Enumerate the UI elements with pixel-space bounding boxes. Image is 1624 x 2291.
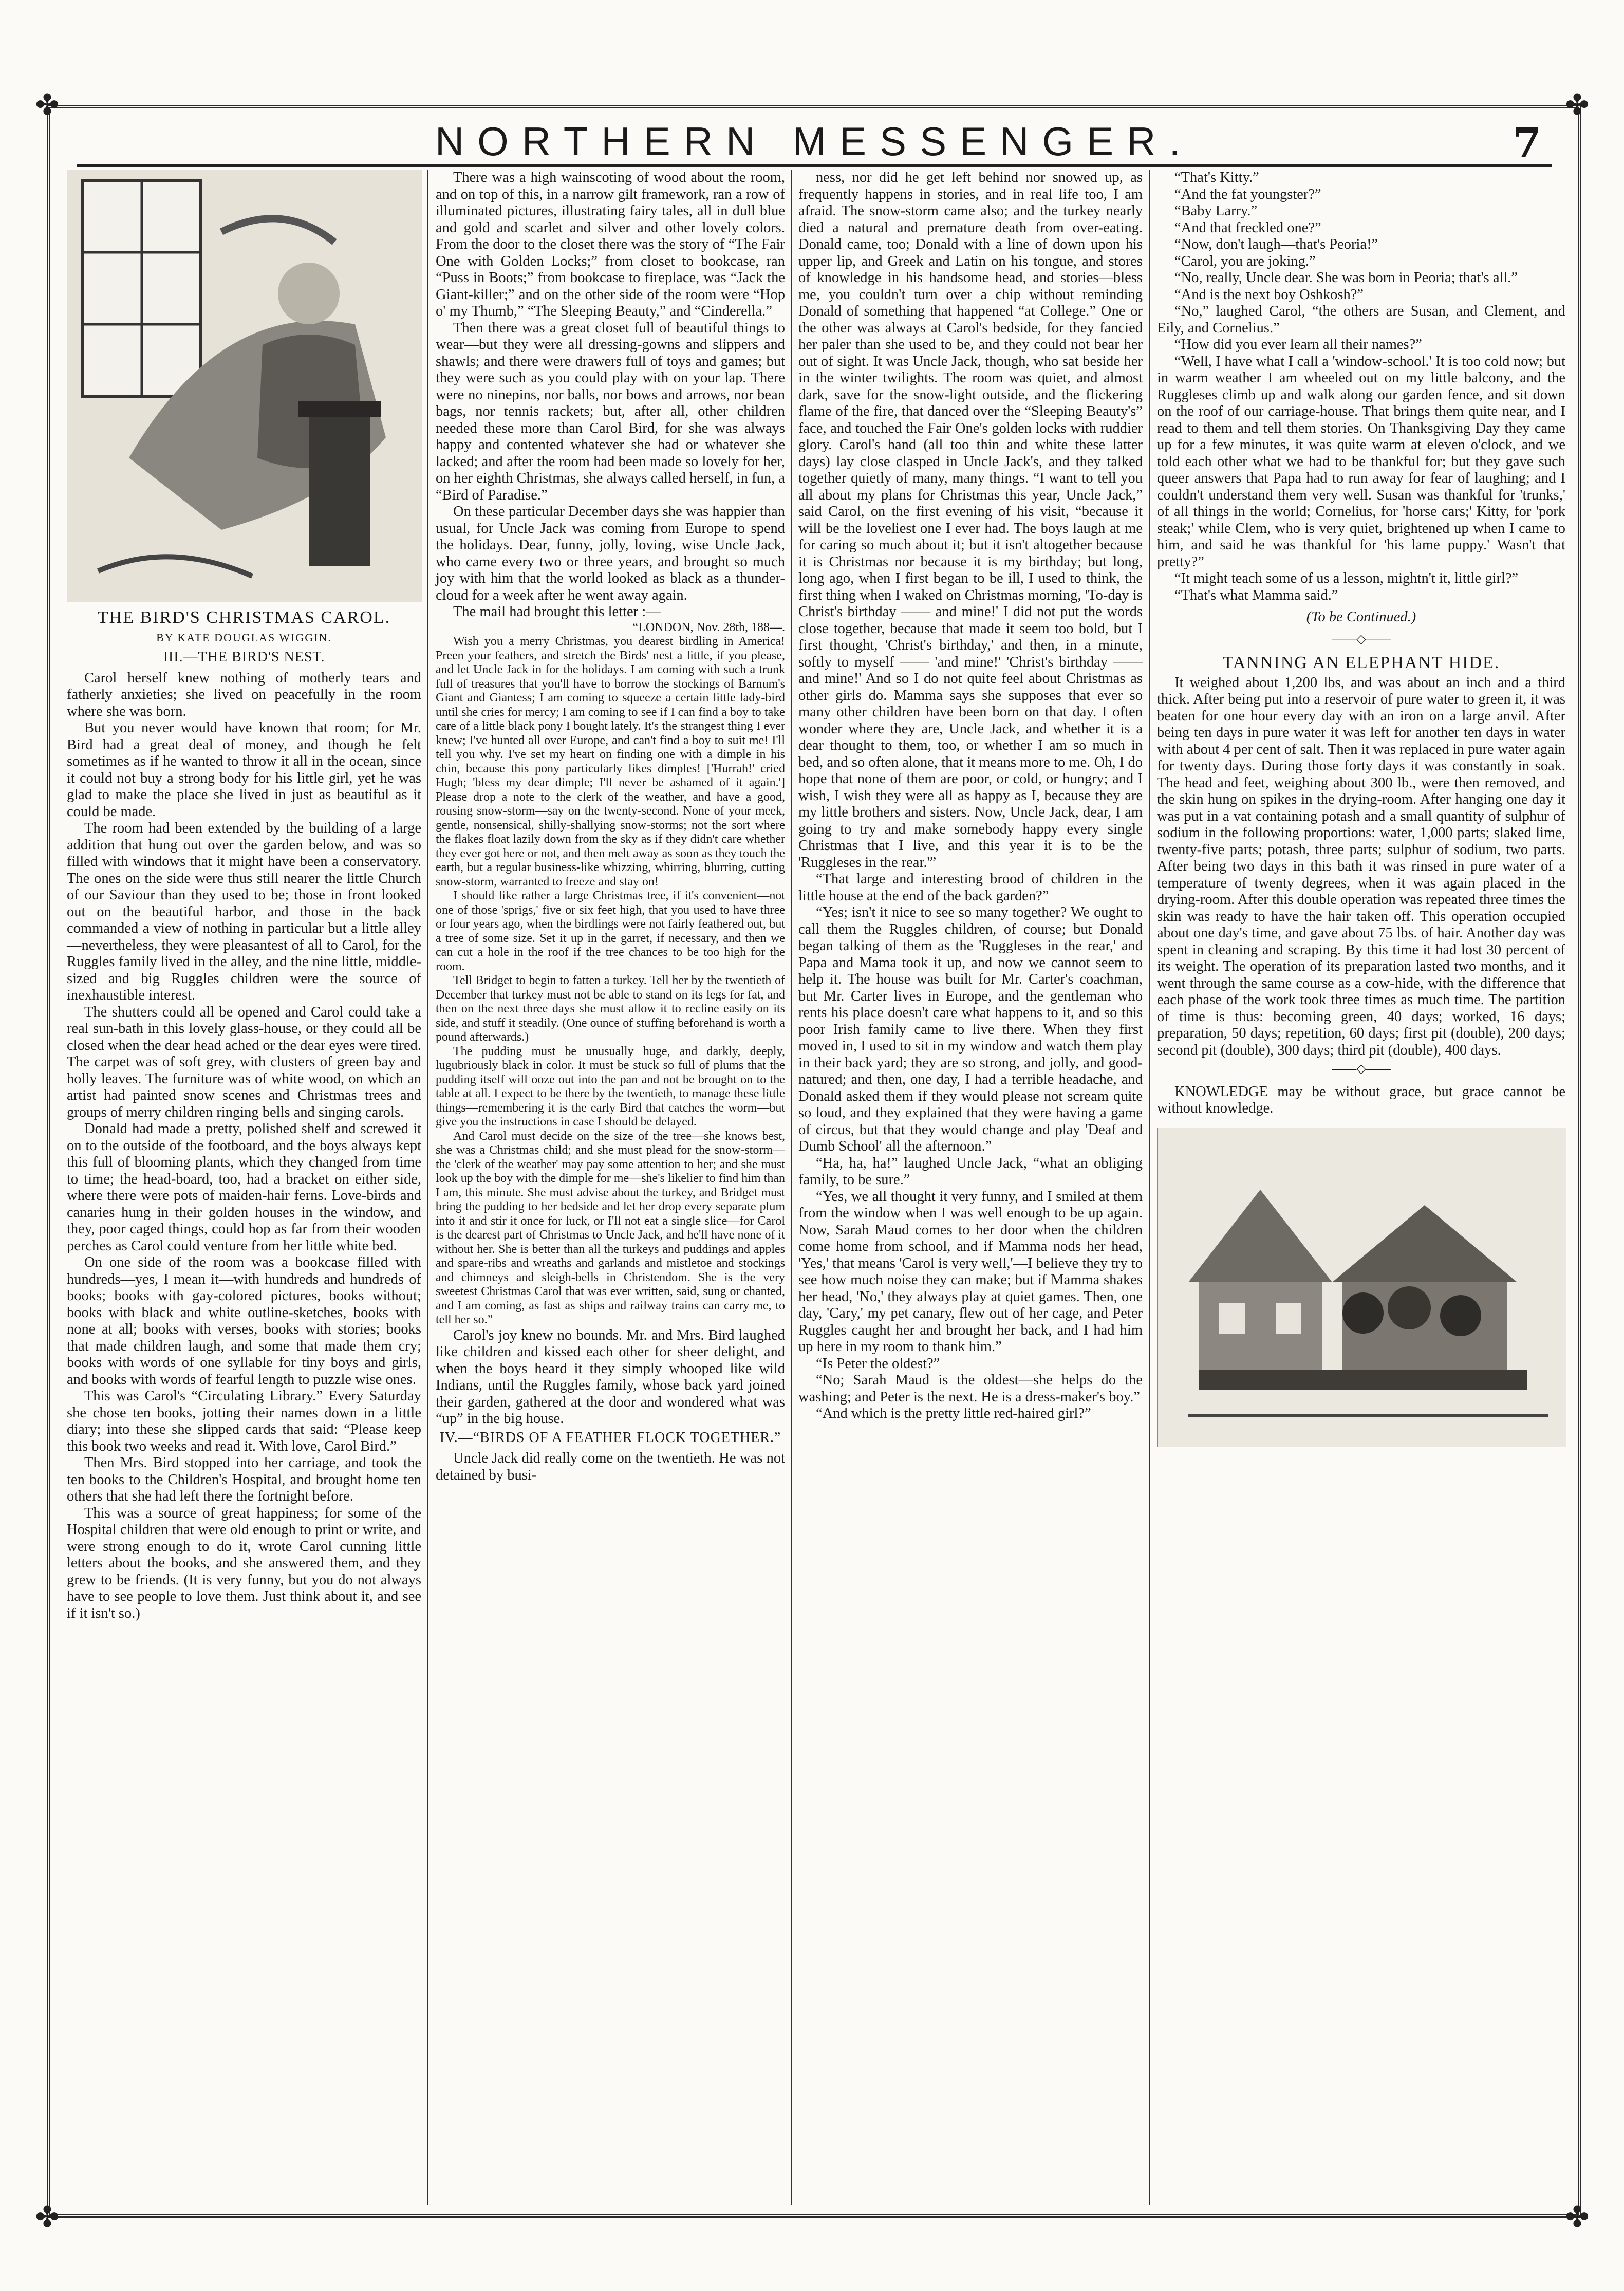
paragraph: Then Mrs. Bird stopped into her carriage, and took the ten books to the Children's Hospital, and brought home ten others that she had left there the fortnight before. [67,1455,421,1504]
article-heading: TANNING AN ELEPHANT HIDE. [1222,653,1500,672]
paragraph: Carol's joy knew no bounds. Mr. and Mrs. Bird laughed like children and kissed each other for sheer delight, and when the boys heard it they simply whooped like wild Indians, until the Ruggles family, whose back yard joined their garden, gathered at the door and wondered what was “up” in the big house. [436,1327,785,1427]
paragraph: “Well, I have what I call a 'window-school.' It is too cold now; but in warm weather I am wheeled out on my little balcony, and the Ruggleses climb up and walk along our garden fence, and sit down on the roof of our carriage-house. That brings them quite near, and I read to them and tell them stories. On Thanksgiving Day they came up for a few minutes, it was quite warm at eleven o'clock, and we told each other what we had to be thankful for; but they gave such queer answers that Papa had to run away for fear of laughing; and I couldn't understand them very well. Susan was thankful for 'trunks,' of all things in the world; Cornelius, for 'horse cars;' Kitty, for 'pork steak;' while Clem, who is very quiet, brightened up when I came to him, and said he was thankful for 'his lame puppy.' Wasn't that pretty?” [1157,353,1565,570]
corner-ornament-icon: ✤ [35,2201,60,2234]
column-rule [427,170,428,2205]
letter-dateline: “LONDON, Nov. 28th, 188—. [632,620,785,634]
letter-paragraph: The pudding must be unusually huge, and darkly, deeply, lugubriously black in color. It must be stuck so full of plums that the pudding itself will ooze out into the pan and not be brought on to the table at all. I expect to be there by the twentieth, to manage these little things—remembering it is the early Bird that catches the worm—but give you the instructions in case I should be delayed. [436,1044,785,1129]
paragraph: “And is the next boy Oshkosh?” [1174,286,1364,303]
paragraph: “Baby Larry.” [1174,203,1258,219]
maxim: KNOWLEDGE may be without grace, but grace cannot be without knowledge. [1157,1083,1565,1116]
illustration-children-at-fence [1157,1128,1566,1447]
corner-ornament-icon: ✤ [35,88,60,122]
paragraph: Carol herself knew nothing of motherly tears and fatherly anxieties; she lived on peacefully in the room where she was born. [67,670,421,719]
page-number: 7 [1513,118,1541,167]
paragraph: The room had been extended by the building of a large addition that hung out over the garden below, and was so filled with windows that it might have been a conservatory. The ones on the side were thus still nearer the little Church of our Saviour than they used to be; those in front looked out on the beautiful harbor, and those in the back commanded a view of nothing in particular but a little alley—nevertheless, they were pleasantest of all to Carol, for the Ruggles family lived in the alley, and the nine little, middle-sized and big Ruggles children were the source of inexhaustible interest. [67,820,421,1003]
article-heading: THE BIRD'S CHRISTMAS CAROL. [97,608,391,627]
column-rule [791,170,792,2205]
paragraph: Then there was a great closet full of beautiful things to wear—but they were all dressing-gowns and slippers and shawls; and there were drawers full of toys and games; but they were such as you could play with on your lap. There were no ninepins, nor balls, nor bows and arrows, nor bean bags, nor tennis rackets; but, after all, other children needed these more than Carol Bird, for she was always happy and contented whatever she had or whatever she lacked; and after the room had been made so lovely for her, on her eighth Christmas, she always called herself, in fun, a “Bird of Paradise.” [436,320,785,503]
paragraph: “And the fat youngster?” [1174,186,1321,202]
paragraph: “That's Kitty.” [1174,170,1259,186]
paragraph: This was Carol's “Circulating Library.” Every Saturday she chose ten books, jotting their names down in a little diary; into these she slipped cards that said: “Please keep this book two weeks and read it. With love, Carol Bird.” [67,1388,421,1454]
illustration-girl-in-bed [67,170,422,602]
paragraph: “That's what Mamma said.” [1174,587,1338,603]
newspaper-title: NORTHERN MESSENGER. [435,119,1194,164]
paragraph: “No,” laughed Carol, “the others are Susan, and Clement, and Eily, and Cornelius.” [1157,303,1565,336]
paragraph: Donald had made a pretty, polished shelf and screwed it on to the outside of the footboard, and the boys always kept this full of blooming plants, which they changed from time to time; the head-board, too, had a bracket on either side, where there were pots of maiden-hair ferns. Love-birds and canaries hung in their golden houses in the window, and they, poor caged things, could hop as far from their wooden perches as Carol could venture from her little white bed. [67,1121,421,1254]
children-at-fence-engraving-icon [1158,1128,1566,1447]
paragraph: “Yes, we all thought it very funny, and I smiled at them from the window when I was well enough to be up again. Now, Sarah Maud comes to her door when the children come home from school, and if Mamma nods her head, 'Yes,' that means 'Carol is very well,'—I believe they try to see how much noise they can make; but if Mamma shakes her head, 'No,' they always play at quiet games. Then, one day, 'Cary,' my pet canary, flew out of her cage, and Peter Ruggles caught her and brought her back, and I had him up here in my room to thank him.” [798,1188,1143,1355]
divider-ornament-icon: ——◇—— [1332,632,1391,646]
chapter-title: IV.—“BIRDS OF A FEATHER FLOCK TOGETHER.” [439,1429,781,1446]
paragraph: ness, nor did he get left behind nor snowed up, as frequently happens in stories, and in real life too, I am afraid. The snow-storm came also; and the turkey nearly died a natural and premature death from over-eating. Donald came, too; Donald with a line of down upon his upper lip, and Greek and Latin on his tongue, and stores of knowledge in his handsome head, and stories—bless me, you couldn't turn over a chip without reminding Donald of something that happened “at College.” One or the other was always at Carol's bedside, for they fancied her paler than she used to be, and they could not bear her out of sight. It was Uncle Jack, though, who sat beside her in the winter twilights. The room was quiet, and almost dark, save for the snow-light outside, and the flickering flame of the fire, that danced over the “Sleeping Beauty's” face, and touched the Fair One's golden locks with ruddier glory. Carol's hand (all too thin and white these latter days) lay close clasped in Uncle Jack's, and they talked together quietly of many, many things. “I want to tell you all about my plans for Christmas this year, Uncle Jack,” said Carol, on the first evening of his visit, “because it will be the loveliest one I ever had. The boys laugh at me for caring so much about it; but it isn't altogether because it is Christmas nor because it is my birthday; but long, long ago, when I first began to be ill, I used to think, the first thing when I waked on Christmas morning, 'To-day is Christ's birthday —— and mine!' I did not put the words close together, because that made it seem too bold, but I first thought, 'Christ's birthday,' and then, in a minute, softly to myself —— 'and mine!' 'Christ's birthday —— and mine!' And so I do not quite feel about Christmas as other girls do. Mamma says she supposes that ever so many other children have been born on that day. I often wonder where they are, Uncle Jack, and whether it is a dear thought to them, too, or whether I am so much in bed, and so often alone, that it means more to me. Oh, I do hope that none of them are poor, or cold, or hungry; and I wish, I wish they were all as happy as I, because they are my little brothers and sisters. Now, Uncle Jack, dear, I am going to try and make somebody happy every single Christmas that I live, and this year it is to be the 'Ruggleses in the rear.'” [798,170,1143,871]
paragraph: But you never would have known that room; for Mr. Bird had a great deal of money, and though he felt sometimes as if he wanted to throw it all in the ocean, since it could not buy a strong body for his little girl, yet he was glad to make the place she lived in just as beautiful as it could be made. [67,720,421,820]
column-3 [798,170,1143,1422]
chapter-title: III.—THE BIRD'S NEST. [163,649,325,665]
paragraph: On these particular December days she was happier than usual, for Uncle Jack was coming from Europe to spend the holidays. Dear, funny, jolly, loving, wise Uncle Jack, who came every two or three years, and brought so much joy with him that the world looked as black as a thunder-cloud for a week after he went away again. [436,504,785,603]
paragraph: “How did you ever learn all their names?” [1174,337,1422,353]
to-be-continued: (To be Continued.) [1306,609,1416,625]
letter-paragraph: Wish you a merry Christmas, you dearest birdling in America! Preen your feathers, and stretch the Birds' nest a little, if you please, and let Uncle Jack in for the holidays. I am coming with such a trunk full of treasures that you'll have to borrow the stockings of Barnum's Giant and Giantess; I am coming to squeeze a certain little lady-bird until she cries for mercy; I am coming to see if I can find a boy to take care of a little black pony I bought lately. It's the strangest thing I ever knew; I've hunted all over Europe, and can't find a boy to suit me! I'll tell you why. I've set my heart on finding one with a dimple in his chin, because this pony particularly likes dimples! ['Hurrah!' cried Hugh; 'bless my dear dimple; I'll never be ashamed of it again.'] Please drop a note to the clerk of the weather, and have a good, rousing snow-storm—say on the twenty-second. None of your meek, gentle, nonsensical, shilly-shallying snow-storms; not the sort where the flakes float lazily down from the sky as if they didn't care whether they ever got here or not, and then melt away as soon as they touch the earth, but a regular business-like whizzing, whirring, blurring, cutting snow-storm, warranted to freeze and stay on! [436,635,785,889]
paragraph: “Carol, you are joking.” [1174,253,1316,269]
letter-paragraph: Tell Bridget to begin to fatten a turkey. Tell her by the twentieth of December that turkey must not be able to stand on its legs for fat, and then on the next three days she must allow it to recline easily on its side, and stuff it steadily. (One ounce of stuffing beforehand is worth a pound afterwards.) [436,974,785,1044]
paragraph: “No, really, Uncle dear. She was born in Peoria; that's all.” [1174,270,1518,286]
divider-ornament-icon: ——◇—— [1332,1062,1391,1076]
paragraph: Uncle Jack did really come on the twentieth. He was not detained by busi- [436,1450,785,1483]
paragraph: “Is Peter the oldest?” [816,1355,940,1372]
paragraph: “And which is the pretty little red-haired girl?” [816,1406,1091,1421]
paragraph: “That large and interesting brood of children in the little house at the end of the back garden?” [798,871,1143,904]
paragraph: On one side of the room was a bookcase filled with hundreds—yes, I mean it—with hundreds and hundreds of books; books with gay-colored pictures, books without; books with black and white outline-sketches, books with none at all; books with verses, books with stories; books that made children laugh, and some that made them cry; books with words of one syllable for tiny boys and girls, and books with words of fearful length to puzzle wise ones. [67,1254,421,1388]
corner-ornament-icon: ✤ [1565,88,1590,122]
paragraph: “And that freckled one?” [1174,219,1321,236]
paragraph: “Now, don't laugh—that's Peoria!” [1174,236,1378,252]
paragraph: It weighed about 1,200 lbs, and was about an inch and a third thick. After being put into a reservoir of pure water to green it, it was beaten for one hour every day with an iron on a large anvil. After being ten days in pure water it was left for another ten days in water with about 4 per cent of salt. Then it was replaced in pure water again for twenty days. During those forty days it was constantly in soak. The head and feet, weighing about 300 lb., were then removed, and the skin hung on spikes in the drying-room. After hanging one day it was put in a vat containing potash and a small quantity of sulphur of sodium in the following proportions: water, 1,000 parts; slaked lime, twenty-five parts; potash, three parts; sulphur of sodium, two parts. After being two days in this bath it was rinsed in pure water of a temperature of twenty degrees, when it was again placed in the drying-room. After this double operation was repeated three times the skin was ready to have the hair taken off. This operation occupied about one day's time, and gave about 75 lbs. of hair. Another day was spent in cleaning and scraping. By this time it had lost 30 percent of its weight. The operation of its preparation lasted two months, and it went through the same course as a cow-hide, with the difference that each phase of the work took three times as much time. The partition of time is thus: becoming green, 40 days; worked, 16 days; preparation, 50 days; repetition, 60 days; first pit (double), 200 days; second pit (double), 300 days; third pit (double), 400 days. [1157,674,1565,1058]
column-2 [436,170,785,1484]
corner-ornament-icon: ✤ [1565,2201,1590,2234]
paragraph: The mail had brought this letter :— [453,604,661,620]
paragraph: “No; Sarah Maud is the oldest—she helps do the washing; and Peter is the next. He is a dress-maker's boy.” [798,1372,1143,1405]
paragraph: “It might teach some of us a lesson, mightn't it, little girl?” [1174,570,1519,586]
masthead [77,118,1552,167]
paragraph: “Yes; isn't it nice to see so many together? We ought to call them the Ruggles children, of course; but Donald began talking of them as the 'Ruggleses in the rear,' and Papa and Mama took it up, and now we cannot seem to help it. The house was built for Mr. Carter's coachman, but Mr. Carter lives in Europe, and the gentleman who rents his place doesn't care what happens to it, and so this poor Irish family came to live there. When they first moved in, I used to sit in my window and watch them play in their back yard; they are so strong, and jolly, and good-natured; and then, one day, I had a terrible headache, and Donald asked them if they would please not scream quite so loud, and they explained that they were having a game of circus, but that they would change and play 'Deaf and Dumb School' all the afternoon.” [798,904,1143,1154]
column-1 [67,170,421,1622]
letter-paragraph: And Carol must decide on the size of the tree—she knows best, she was a Christmas child; and she must plead for the snow-storm—the 'clerk of the weather' may pay some attention to her; and she must look up the boy with the dimple for me—she's likelier to find him than I am, this minute. She must advise about the turkey, and Bridget must bring the pudding to her bedside and let her drop every separate plum into it and stir it once for luck, or I'll not eat a single slice—for Carol is the dearest part of Christmas to Uncle Jack, and he'll have none of it without her. She is better than all the turkeys and puddings and apples and spare-ribs and wreaths and garlands and mistletoe and stockings and chimneys and sleigh-bells in Christendom. She is the very sweetest Christmas Carol that was ever written, said, sung or chanted, and I am coming, as fast as ships and railway trains can carry me, to tell her so.” [436,1129,785,1326]
girl-in-bed-engraving-icon [67,170,422,602]
byline: BY KATE DOUGLAS WIGGIN. [156,631,332,644]
paragraph: This was a source of great happiness; for some of the Hospital children that were old enough to print or write, and were strong enough to do it, wrote Carol cunning little letters about the books, and she answered them, and they grew to be friends. (It is very funny, but you do not always have to see people to love them. Just think about it, and see if it isn't so.) [67,1505,421,1621]
letter-paragraph: I should like rather a large Christmas tree, if it's convenient—not one of those 'sprigs,' five or six feet high, that you used to have three or four years ago, when the birdlings were not fairly feathered out, but a tree of some size. Set it up in the garret, if necessary, and then we can cut a hole in the roof if the tree chances to be too high for the room. [436,889,785,973]
column-rule [1149,170,1150,2205]
paragraph: The shutters could all be opened and Carol could take a real sun-bath in this lovely glass-house, or they could all be closed when the dear head ached or the dear eyes were tired. The carpet was of soft grey, with clusters of green bay and holly leaves. The furniture was of white wood, on which an artist had painted snow scenes and Christmas trees and groups of merry children ringing bells and singing carols. [67,1004,421,1120]
column-4 [1157,170,1565,1447]
paragraph: “Ha, ha, ha!” laughed Uncle Jack, “what an obliging family, to be sure.” [798,1155,1143,1188]
paragraph: There was a high wainscoting of wood about the room, and on top of this, in a narrow gilt framework, ran a row of illuminated pictures, illustrating fairy tales, all in dull blue and gold and scarlet and silver and other lovely colors. From the door to the closet there was the story of “The Fair One with Golden Locks;” from closet to bookcase, ran “Puss in Boots;” from bookcase to fireplace, was “Jack the Giant-killer;” and on the other side of the room were “Hop o' my Thumb,” “The Sleeping Beauty,” and “Cinderella.” [436,170,785,319]
